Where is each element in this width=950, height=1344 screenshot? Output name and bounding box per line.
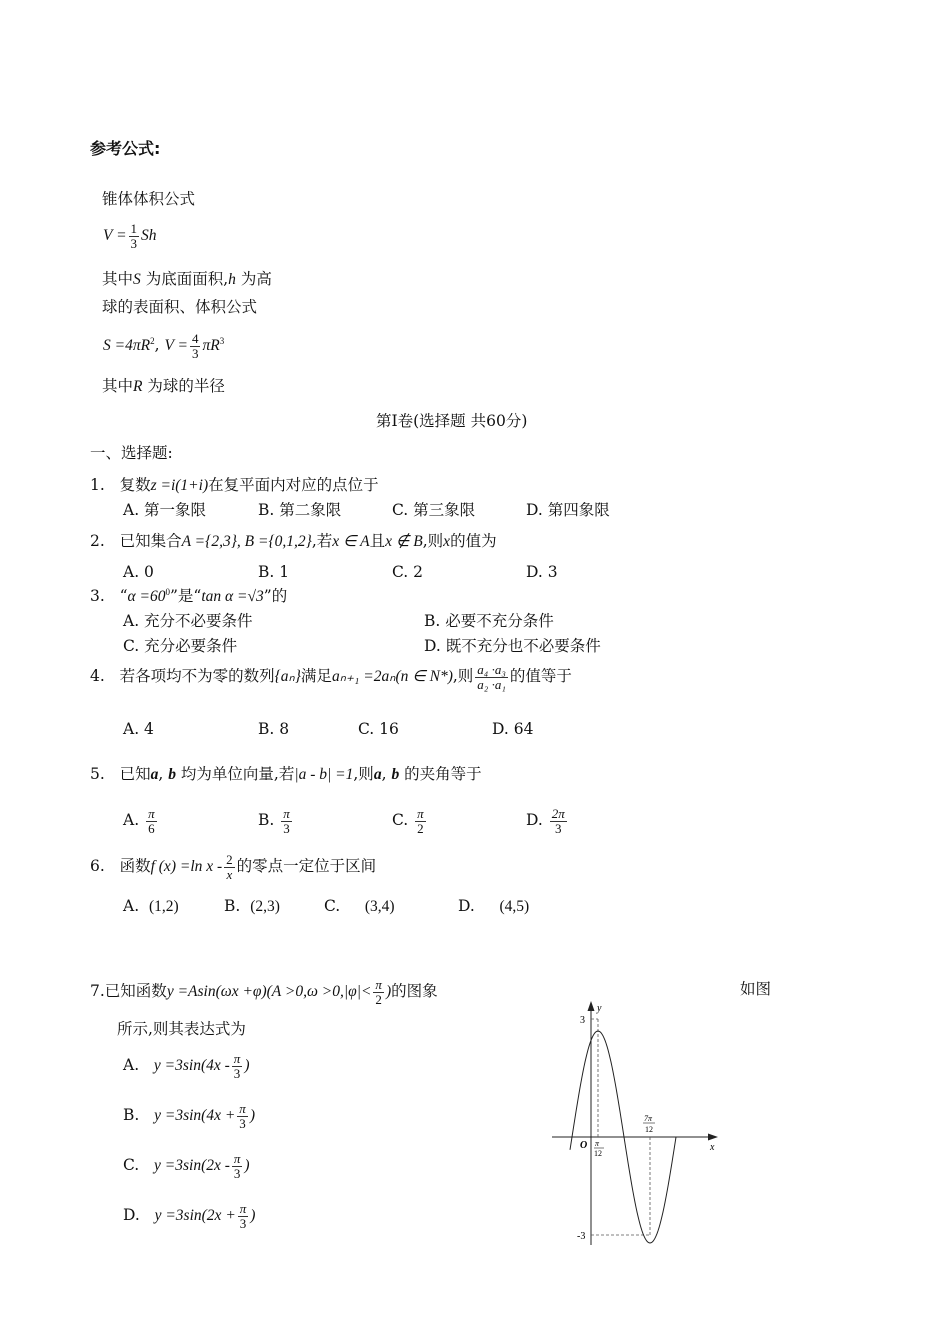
x2-label-den: 12 bbox=[645, 1125, 653, 1134]
q1-option-a: A. 第一象限 bbox=[123, 501, 207, 519]
x1-label-den: 12 bbox=[594, 1149, 602, 1158]
q5-option-c: C. $\frac{\pi}{2}$ bbox=[392, 806, 424, 836]
question-4: 4. 若各项均不为零的数列{aₙ}满足aₙ₊₁ =2aₙ(n ∈ N*),则 $\frac{\text{a₄ ·a₃}}{\text{a₂ ·a₁}}$ 的值等于 bbox=[90, 662, 572, 692]
q5-option-a: A. $\frac{\pi}{6}$ bbox=[123, 806, 155, 836]
question-6: 6. 函数f (x) =ln x - $\frac{2}{x}$ 的零点一定位于区间 bbox=[90, 852, 377, 882]
y-axis-label: y bbox=[597, 1003, 602, 1014]
x-axis-arrow-icon bbox=[708, 1134, 718, 1141]
sphere-label: 球的表面积、体积公式 bbox=[102, 298, 258, 316]
q6-option-b: B. (2,3) bbox=[224, 897, 280, 915]
cone-volume-label: 锥体体积公式 bbox=[102, 190, 196, 208]
q2-option-b: B. 1 bbox=[258, 563, 290, 581]
q4-option-b: B. 8 bbox=[258, 720, 290, 738]
question-1: 1. 复数z =i(1+i)在复平面内对应的点位于 bbox=[90, 476, 379, 494]
question-2: 2. 已知集合A ={2,3}, B ={0,1,2},若x ∈ A且x ∉ B,则x的值为 bbox=[90, 532, 497, 550]
cone-volume-note: 其中S 为底面面积,h 为高 bbox=[102, 270, 272, 288]
sine-graph bbox=[540, 995, 740, 1255]
q6-option-a: A. (1,2) bbox=[123, 897, 179, 915]
q1-option-b: B. 第二象限 bbox=[258, 501, 342, 519]
question-7-text-right: 如图 bbox=[740, 980, 772, 998]
x1-label-num: π bbox=[595, 1139, 600, 1148]
q6-option-d: D. (4,5) bbox=[458, 897, 530, 915]
q3-option-b: B. 必要不充分条件 bbox=[424, 612, 554, 630]
q3-option-c: C. 充分必要条件 bbox=[123, 637, 238, 655]
q1-option-d: D. 第四象限 bbox=[526, 501, 610, 519]
q5-option-b: B. $\frac{\pi}{3}$ bbox=[258, 806, 290, 836]
q7-option-a: A. y =3sin(4x - $\frac{\pi}{3}$ ) bbox=[123, 1051, 250, 1081]
question-5: 5. 已知a, b 均为单位向量,若|a - b| =1,则a, b 的夹角等于 bbox=[90, 765, 482, 783]
x2-label-num: 7π bbox=[644, 1114, 653, 1123]
q4-option-a: A. 4 bbox=[123, 720, 154, 738]
x-axis-label: x bbox=[710, 1142, 715, 1153]
y-axis-arrow-icon bbox=[588, 1001, 595, 1011]
q4-option-d: D. 64 bbox=[492, 720, 534, 738]
q6-option-c: C. (3,4) bbox=[324, 897, 395, 915]
q1-option-c: C. 第三象限 bbox=[392, 501, 476, 519]
q3-option-a: A. 充分不必要条件 bbox=[123, 612, 253, 630]
q3-option-d: D. 既不充分也不必要条件 bbox=[424, 637, 601, 655]
section-header: 第Ⅰ卷(选择题 共60分) bbox=[376, 412, 528, 430]
q2-option-d: D. 3 bbox=[526, 563, 558, 581]
cone-volume-formula: V = $\frac{1}{3}$ Sh bbox=[103, 221, 157, 251]
question-3: 3. “$\alpha =60^0$”是“tan α =√3”的 bbox=[90, 587, 288, 606]
q7-option-c: C. y =3sin(2x - $\frac{\pi}{3}$ ) bbox=[123, 1151, 250, 1181]
sphere-note: 其中R 为球的半径 bbox=[102, 377, 225, 395]
q2-option-a: A. 0 bbox=[123, 563, 154, 581]
q5-option-d: D. $\frac{2\pi}{3}$ bbox=[526, 806, 565, 836]
q7-option-b: B. y =3sin(4x + $\frac{\pi}{3}$ ) bbox=[123, 1101, 255, 1131]
question-7-text-continued: 所示,则其表达式为 bbox=[117, 1020, 246, 1038]
y-min-label: -3 bbox=[577, 1231, 586, 1242]
formulas-title: 参考公式: bbox=[90, 139, 161, 158]
q7-option-d: D. y =3sin(2x + $\frac{\pi}{3}$ ) bbox=[123, 1201, 256, 1231]
question-7: 7.已知函数y =Asin(ωx +φ)(A >0,ω >0,|φ|< $\frac{\pi}{2}$ )的图象 bbox=[90, 977, 438, 1007]
part-one-heading: 一、选择题: bbox=[90, 444, 173, 462]
q4-option-c: C. 16 bbox=[358, 720, 399, 738]
sphere-formulas: $S =4\pi R^2$, V = $\frac{4}{3}$ $\pi R^3$ bbox=[103, 331, 225, 361]
y-max-label: 3 bbox=[580, 1015, 585, 1026]
origin-label: O bbox=[580, 1140, 588, 1151]
q2-option-c: C. 2 bbox=[392, 563, 424, 581]
